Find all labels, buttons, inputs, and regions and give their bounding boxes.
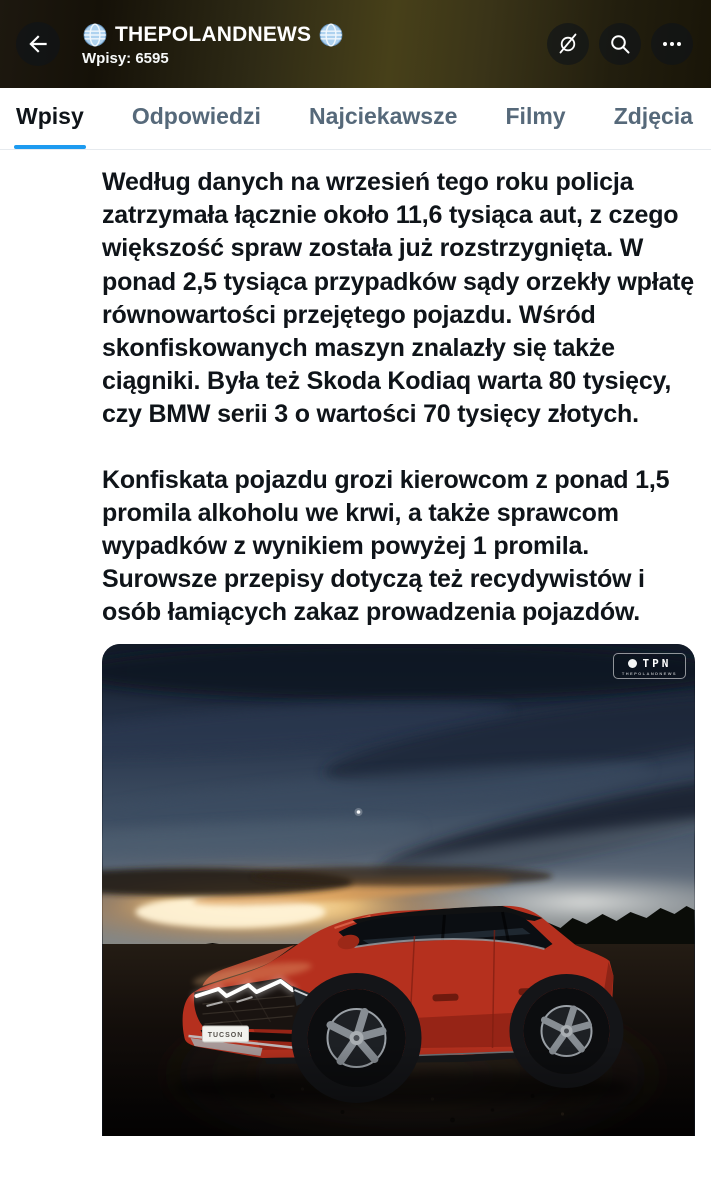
tab-wpisy[interactable]: [14, 88, 86, 149]
tab-odpowiedzi[interactable]: [130, 88, 263, 149]
watermark-subtext: THEPOLANDNEWS: [621, 670, 677, 676]
watermark-label: TPN: [642, 656, 672, 670]
tab-label: Najciekawsze: [309, 103, 458, 129]
tab-zdjecia[interactable]: [612, 88, 695, 149]
active-tab-indicator: [14, 145, 86, 149]
profile-title-block: [82, 22, 547, 67]
profile-header: [0, 0, 711, 88]
search-button[interactable]: [599, 23, 641, 65]
tab-label: Zdjęcia: [613, 103, 693, 129]
tab-najciekawsze[interactable]: [307, 88, 459, 149]
tab-label: Wpisy: [16, 103, 84, 129]
tab-label: Filmy: [505, 103, 566, 129]
post-content: [0, 150, 711, 1136]
watermark-globe-dot-icon: [628, 659, 637, 668]
globe-icon: [82, 22, 108, 48]
more-dots-icon: [660, 32, 684, 56]
search-icon: [608, 32, 632, 56]
dusk-car-photo-illustration: [102, 644, 695, 1136]
tab-filmy[interactable]: [504, 88, 568, 149]
post-paragraph-1: Według danych na wrzesień tego roku policja zatrzymała łącznie około 11,6 tysiąca aut, z czego większość spraw została już rozstrzygnięta. W ponad 2,5 tysiąca przypadków sądy orzekły wpłatę równowartości przejętego pojazdu. Wśród skonfiskowanych maszyn znalazły się także ciągniki. Była też Skoda Kodiaq warta 80 tysięcy, czy BMW serii 3 o wartości 70 tysięcy złotych.: [102, 168, 695, 429]
profile-tabs: [0, 88, 711, 150]
svg-text:TUCSON: TUCSON: [207, 1031, 244, 1039]
profile-name: THEPOLANDNEWS: [115, 22, 312, 46]
globe-icon: [318, 22, 344, 48]
license-plate: [203, 1026, 249, 1042]
back-button[interactable]: [16, 22, 60, 66]
watermark-badge: [613, 653, 686, 679]
more-button[interactable]: [651, 23, 693, 65]
profile-title-row: [82, 22, 547, 48]
header-actions: [547, 23, 693, 65]
bottom-vignette: [103, 1044, 695, 1136]
post-paragraph-2: Konfiskata pojazdu grozi kierowcom z ponad 1,5 promila alkoholu we krwi, a także sprawcom wypadków z wynikiem powyżej 1 promila. Surowsze przepisy dotyczą też recydywistów i osób łamiących zakaz prowadzenia pojazdów.: [102, 465, 670, 627]
back-arrow-icon: [25, 31, 51, 57]
post-image[interactable]: [102, 644, 695, 1136]
posts-count: Wpisy: 6595: [82, 49, 169, 67]
tab-label: Odpowiedzi: [131, 103, 261, 129]
grok-slashed-circle-icon: [556, 32, 580, 56]
grok-button[interactable]: [547, 23, 589, 65]
